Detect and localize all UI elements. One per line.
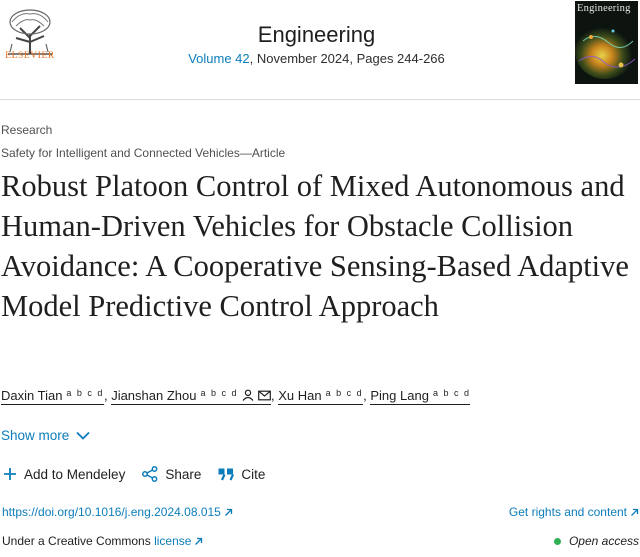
add-to-mendeley-button[interactable] (3, 467, 125, 482)
author-link[interactable] (370, 388, 470, 405)
author-name: Daxin Tian (1, 388, 63, 403)
author-name: Ping Lang (370, 388, 429, 403)
license-prefix: Under a Creative Commons (2, 534, 155, 548)
doi-text: https://doi.org/10.1016/j.eng.2024.08.015 (2, 505, 221, 519)
plus-icon (3, 467, 17, 481)
publisher-name: ELSEVIER (5, 51, 55, 61)
person-icon (242, 389, 254, 401)
doi-link[interactable] (2, 505, 233, 519)
external-arrow-icon (630, 508, 639, 517)
external-arrow-icon (194, 537, 203, 546)
open-access-dot-icon (554, 538, 561, 545)
rights-text: Get rights and content (508, 505, 627, 519)
chevron-down-icon (76, 431, 90, 440)
journal-cover[interactable] (575, 1, 638, 84)
mendeley-label: Add to Mendeley (24, 466, 126, 482)
license-link-text: license (154, 534, 192, 548)
author-affiliations: a b c d (325, 388, 364, 398)
author-affiliations: a b c d (66, 388, 104, 398)
article-section: Safety for Intelligent and Connected Vehicles—Article (1, 146, 286, 160)
volume-link[interactable]: Volume 42 (188, 51, 250, 66)
author-link[interactable] (111, 388, 271, 405)
cite-button[interactable] (218, 467, 265, 482)
author-affiliations: a b c d (432, 388, 471, 398)
author-affiliations: a b c d (200, 388, 238, 398)
share-button[interactable] (142, 466, 201, 482)
author-separator: , (271, 388, 279, 403)
get-rights-link[interactable] (509, 505, 639, 519)
article-title: Robust Platoon Control of Mixed Autonomous and Human-Driven Vehicles for Obstacle Collision Avoidance: A Cooperative Sensing-Based Adaptive Model Predictive Control Approach (1, 169, 629, 323)
author-link[interactable] (1, 388, 104, 405)
share-icon (142, 466, 158, 482)
author-separator: , (103, 388, 112, 403)
article-type: Research (1, 123, 53, 137)
cite-label: Cite (241, 466, 266, 482)
author-name: Jianshan Zhou (111, 388, 197, 403)
license-link[interactable] (154, 534, 203, 548)
author-separator: , (363, 388, 371, 403)
open-access-badge (554, 534, 639, 548)
show-more-label: Show more (1, 428, 70, 443)
issue-details: , November 2024, Pages 244-266 (249, 51, 445, 66)
license-statement (2, 534, 203, 548)
share-label: Share (165, 466, 202, 482)
journal-title[interactable]: Engineering (257, 22, 376, 47)
open-access-label: Open access (568, 534, 639, 548)
show-more-button[interactable] (1, 428, 90, 443)
author-name: Xu Han (278, 388, 322, 403)
envelope-icon (258, 390, 271, 401)
article-actions (3, 466, 282, 482)
author-link[interactable] (278, 388, 363, 405)
quote-icon (218, 468, 234, 481)
journal-issue-info (150, 51, 483, 66)
external-arrow-icon (224, 508, 233, 517)
journal-header (0, 0, 640, 100)
cover-title: Engineering (577, 3, 631, 14)
author-list (1, 388, 470, 403)
